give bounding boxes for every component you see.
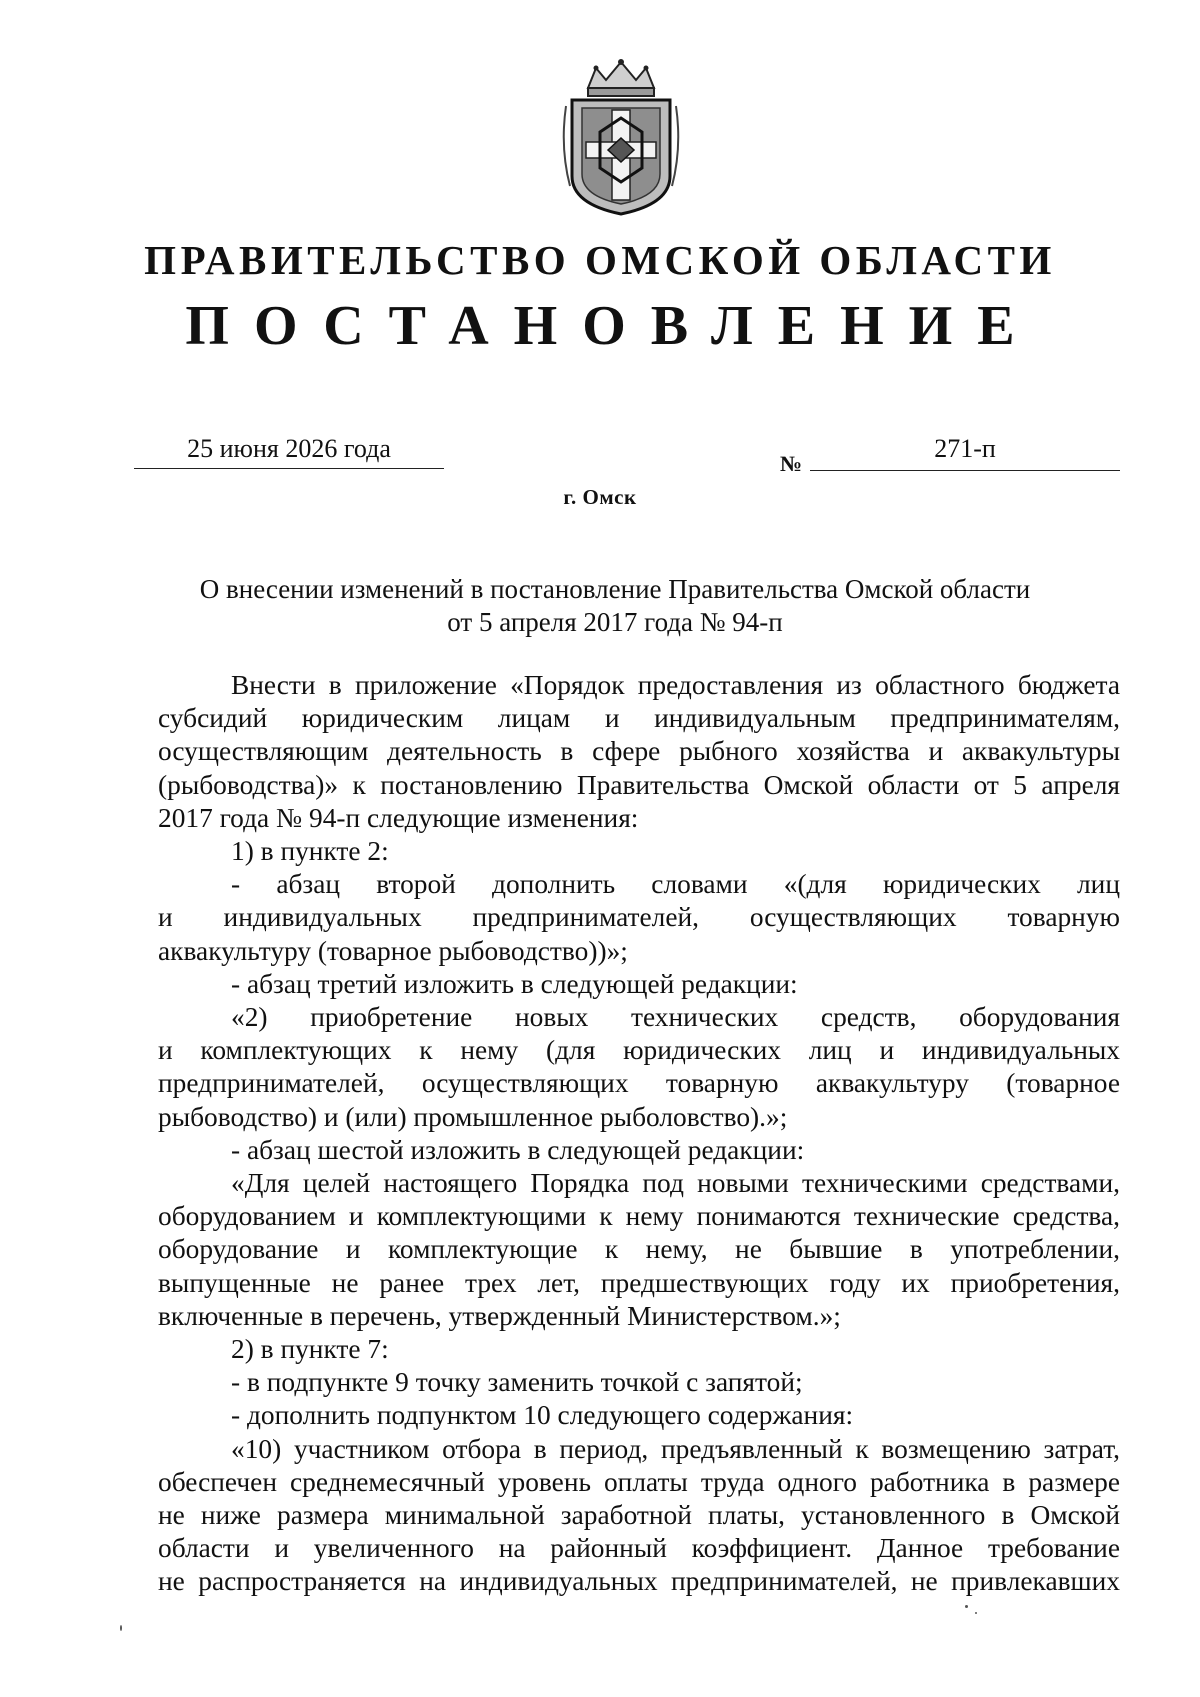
subject-line: О внесении изменений в постановление Правительства Омской области — [199, 574, 1031, 604]
scan-speck — [965, 1605, 968, 1608]
number-sign: № — [780, 451, 803, 476]
document-subject — [150, 573, 1080, 639]
body-line: не ниже размера минимальной заработной платы, установленного в Омской — [158, 1500, 1120, 1531]
body-line: и комплектующих к нему (для юридических лиц и индивидуальных — [158, 1035, 1120, 1066]
body-line: выпущенные не ранее трех лет, предшествующих году их приобретения, — [158, 1267, 1120, 1298]
body-line: обеспечен среднемесячный уровень оплаты труда одного работника в размере — [158, 1466, 1120, 1497]
body-line: 2017 года № 94-п следующие изменения: — [158, 802, 639, 833]
body-line: «10) участником отбора в период, предъявленный к возмещению затрат, — [231, 1433, 1120, 1464]
body-line: - абзац шестой изложить в следующей редакции: — [231, 1134, 805, 1165]
body-line: оборудованием и комплектующими к нему понимаются технические средства, — [158, 1201, 1120, 1232]
body-line: и индивидуальных предпринимателей, осуществляющих товарную — [158, 902, 1120, 933]
body-line: субсидий юридическим лицам и индивидуальным предпринимателям, — [158, 703, 1120, 734]
body-line: «2) приобретение новых технических средств, оборудования — [231, 1002, 1120, 1033]
document-body — [158, 669, 1120, 1599]
body-line: - абзац третий изложить в следующей редакции: — [231, 968, 798, 999]
body-line: 2) в пункте 7: — [231, 1334, 389, 1365]
body-line: рыбоводство) и (или) промышленное рыболовство).»; — [158, 1101, 788, 1132]
body-line: не распространяется на индивидуальных предпринимателей, не привлекавших — [158, 1566, 1120, 1597]
body-line: - абзац второй дополнить словами «(для юридических лиц — [231, 869, 1120, 900]
body-line: - дополнить подпунктом 10 следующего содержания: — [231, 1400, 854, 1431]
body-line: «Для целей настоящего Порядка под новыми техническими средствами, — [231, 1168, 1120, 1199]
body-line: осуществляющим деятельность в сфере рыбного хозяйства и аквакультуры — [158, 736, 1120, 767]
body-line: (рыбоводства)» к постановлению Правительства Омской области от 5 апреля — [158, 769, 1120, 800]
document-date: 25 июня 2026 года — [134, 433, 444, 469]
government-title: ПРАВИТЕЛЬСТВО ОМСКОЙ ОБЛАСТИ — [144, 237, 1056, 283]
subject-line: от 5 апреля 2017 года № 94-п — [447, 607, 783, 637]
document-number: 271-п — [810, 433, 1120, 471]
body-line: аквакультуру (товарное рыбоводство))»; — [158, 935, 628, 966]
scan-speck — [120, 1625, 122, 1631]
body-line: Внести в приложение «Порядок предоставления из областного бюджета — [231, 670, 1120, 700]
body-line: оборудование и комплектующие к нему, не бывшие в употреблении, — [158, 1234, 1120, 1265]
body-line: 1) в пункте 2: — [231, 836, 389, 867]
body-line: - в подпункте 9 точку заменить точкой с запятой; — [231, 1367, 803, 1398]
body-line: области и увеличенного на районный коэффициент. Данное требование — [158, 1533, 1120, 1564]
document-city: г. Омск — [563, 485, 637, 509]
document-type-title: ПОСТАНОВЛЕНИЕ — [185, 295, 1040, 357]
scan-speck — [975, 1612, 977, 1614]
body-line: предпринимателей, осуществляющих товарную аквакультуру (товарное — [158, 1068, 1120, 1099]
coat-of-arms-emblem — [560, 58, 682, 216]
body-line: включенные в перечень, утвержденный Министерством.»; — [158, 1300, 841, 1331]
